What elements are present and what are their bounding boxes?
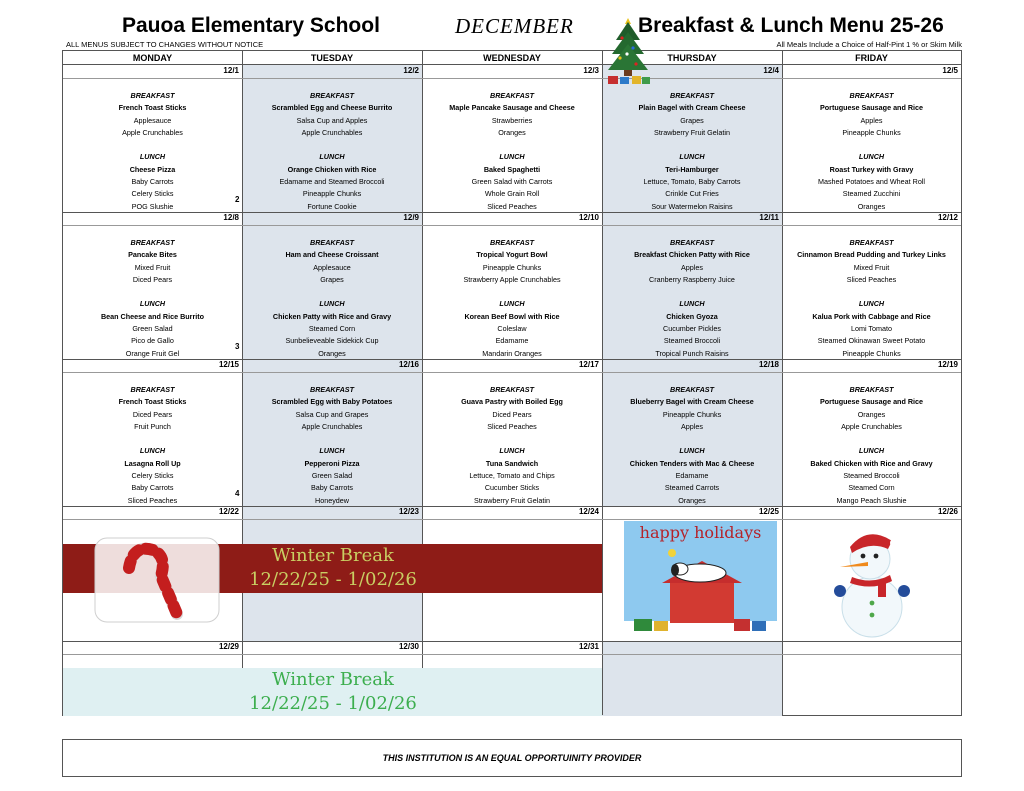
menu-cell (602, 384, 782, 507)
menu-cell (602, 237, 782, 360)
happy-holidays-text: happy holidays (639, 523, 762, 542)
breakfast-entree: Pancake Bites (128, 250, 177, 260)
date-row-divider (63, 225, 961, 226)
winter-break-text (183, 544, 483, 592)
day-header: TUESDAY (242, 51, 422, 65)
winter-break-text-2 (183, 668, 483, 716)
breakfast-side: Oranges (498, 127, 526, 137)
milk-note: All Meals Include a Choice of Half-Pint 1 % or Skim Milk (776, 40, 962, 49)
breakfast-label: BREAKFAST (849, 91, 894, 100)
breakfast-entree: Ham and Cheese Croissant (285, 250, 379, 260)
lunch-side: Whole Grain Roll (484, 189, 540, 199)
breakfast-side: Strawberries (491, 115, 533, 125)
breakfast-side: Sliced Peaches (846, 274, 897, 284)
date-label: 12/12 (937, 213, 958, 222)
breakfast-label: BREAKFAST (310, 238, 354, 247)
date-label: 12/23 (398, 507, 419, 516)
breakfast-entree: Guava Pastry with Boiled Egg (461, 397, 563, 407)
spacer (422, 139, 602, 151)
lunch-entree: Chicken Tenders with Mac & Cheese (629, 458, 755, 468)
lunch-side: Lomi Tomato (850, 324, 892, 334)
lunch-entree: Pepperoni Pizza (304, 458, 360, 468)
date-label: 12/9 (403, 213, 419, 222)
lunch-side: Baby Carrots (131, 483, 174, 493)
lunch-side: POG Slushie (131, 201, 174, 211)
breakfast-entree: Portuguese Sausage and Rice (819, 103, 924, 113)
breakfast-side: Pineapple Chunks (482, 262, 542, 272)
lunch-entree: Lasagna Roll Up (124, 458, 181, 468)
breakfast-side: Salsa Cup and Apples (296, 115, 368, 125)
date-row-divider (63, 654, 961, 655)
menu-cell (63, 237, 242, 360)
date-row-divider (63, 519, 961, 520)
lunch-side: Lettuce, Tomato, Baby Carrots (643, 177, 741, 187)
week-number: 3 (235, 342, 240, 351)
breakfast-side: Apples (860, 115, 883, 125)
date-label: 12/19 (937, 360, 958, 369)
breakfast-side: Oranges (857, 409, 886, 419)
candy-cane-icon (93, 536, 223, 626)
lunch-entree: Tuna Sandwich (485, 458, 539, 468)
breakfast-side: Diced Pears (132, 409, 173, 419)
lunch-side: Oranges (678, 495, 706, 505)
breakfast-entree: Tropical Yogurt Bowl (476, 250, 548, 260)
breakfast-label: BREAKFAST (310, 385, 354, 394)
spacer (242, 433, 422, 445)
lunch-entree: Korean Beef Bowl with Rice (464, 311, 560, 321)
breakfast-side: Salsa Cup and Grapes (295, 409, 369, 419)
breakfast-entree: Blueberry Bagel with Cream Cheese (630, 397, 754, 407)
breakfast-label: BREAKFAST (490, 91, 534, 100)
week-number: 2 (235, 195, 240, 204)
menu-calendar (62, 50, 962, 716)
school-name: Pauoa Elementary School (122, 14, 380, 37)
date-label: 12/29 (218, 642, 239, 651)
breakfast-side: Diced Pears (492, 409, 532, 419)
lunch-label: LUNCH (679, 446, 705, 456)
lunch-side: Fortune Cookie (307, 201, 357, 211)
lunch-label: LUNCH (319, 299, 345, 309)
breakfast-label: BREAKFAST (130, 238, 175, 247)
breakfast-side: Strawberry Fruit Gelatin (654, 127, 730, 137)
lunch-entree: Baked Chicken with Rice and Gravy (810, 458, 933, 468)
date-label: 12/4 (763, 66, 779, 75)
menu-cell (782, 237, 961, 360)
winter-break-title: Winter Break (272, 545, 394, 566)
lunch-label: LUNCH (679, 152, 705, 162)
lunch-side: Pineapple Chunks (842, 348, 901, 358)
lunch-side: Tropical Punch Raisins (655, 348, 729, 358)
equal-opportunity-footer: THIS INSTITUTION IS AN EQUAL OPPORTUINITY PROVIDER (62, 739, 962, 777)
lunch-side: Mango Peach Slushie (836, 495, 907, 505)
lunch-side: Crinkle Cut Fries (665, 189, 719, 199)
date-row-divider (63, 78, 961, 79)
winter-break-range: 12/22/25 - 1/02/26 (249, 569, 417, 590)
breakfast-side: Grapes (680, 115, 704, 125)
week-number: 4 (235, 489, 240, 498)
spacer (782, 433, 961, 445)
snowman-icon (820, 525, 920, 640)
lunch-side: Orange Fruit Gel (125, 348, 180, 358)
spacer (602, 433, 782, 445)
lunch-label: LUNCH (858, 152, 885, 162)
lunch-label: LUNCH (139, 299, 166, 309)
day-header: FRIDAY (782, 51, 961, 65)
breakfast-side: Apples (681, 421, 703, 431)
breakfast-entree: French Toast Sticks (118, 397, 187, 407)
lunch-side: Pico de Gallo (131, 336, 174, 346)
lunch-side: Pineapple Chunks (302, 189, 362, 199)
breakfast-side: Mixed Fruit (134, 262, 171, 272)
menu-cell (242, 384, 422, 507)
spacer (602, 286, 782, 298)
lunch-side: Edamame (675, 471, 709, 481)
lunch-side: Cucumber Sticks (484, 483, 540, 493)
lunch-entree: Teri-Hamburger (665, 164, 719, 174)
date-label: 12/5 (942, 66, 958, 75)
date-label: 12/1 (223, 66, 239, 75)
day-header: WEDNESDAY (422, 51, 602, 65)
lunch-side: Steamed Broccoli (663, 336, 721, 346)
lunch-side: Steamed Corn (848, 483, 895, 493)
shaded-cell (602, 641, 782, 716)
lunch-entree: Bean Cheese and Rice Burrito (100, 311, 205, 321)
spacer (422, 286, 602, 298)
breakfast-side: Apple Crunchables (301, 127, 363, 137)
breakfast-label: BREAKFAST (130, 91, 175, 100)
lunch-side: Sunbelieveable Sidekick Cup (285, 336, 379, 346)
lunch-side: Baby Carrots (131, 177, 174, 187)
date-label: 12/10 (578, 213, 599, 222)
breakfast-label: BREAKFAST (670, 238, 714, 247)
date-label: 12/15 (218, 360, 239, 369)
breakfast-side: Apples (681, 262, 703, 272)
spacer (63, 433, 242, 445)
date-label: 12/30 (398, 642, 419, 651)
spacer (63, 139, 242, 151)
lunch-label: LUNCH (499, 446, 525, 456)
breakfast-entree: Portuguese Sausage and Rice (819, 397, 924, 407)
lunch-side: Baby Carrots (311, 483, 353, 493)
lunch-side: Cucumber Pickles (663, 324, 721, 334)
date-label: 12/3 (583, 66, 599, 75)
breakfast-side: Sliced Peaches (487, 421, 537, 431)
breakfast-entree: Scrambled Egg and Cheese Burrito (271, 103, 393, 113)
date-label: 12/24 (578, 507, 599, 516)
lunch-entree: Roast Turkey with Gravy (829, 164, 914, 174)
lunch-side: Green Salad with Carrots (471, 177, 553, 187)
menu-title: Breakfast & Lunch Menu 25-26 (638, 14, 944, 37)
menu-cell (242, 90, 422, 213)
breakfast-side: Pineapple Chunks (662, 409, 722, 419)
spacer (602, 139, 782, 151)
breakfast-label: BREAKFAST (849, 238, 894, 247)
breakfast-entree: Scrambled Egg with Baby Potatoes (271, 397, 393, 407)
winter-break-range: 12/22/25 - 1/02/26 (249, 693, 417, 714)
breakfast-entree: Breakfast Chicken Patty with Rice (634, 250, 750, 260)
lunch-entree: Baked Spaghetti (483, 164, 541, 174)
lunch-side: Celery Sticks (131, 189, 174, 199)
date-label: 12/18 (758, 360, 779, 369)
breakfast-side: Mixed Fruit (853, 262, 890, 272)
menu-cell (422, 237, 602, 360)
lunch-side: Edamame (495, 336, 529, 346)
menu-cell (63, 90, 242, 213)
month-title: DECEMBER (455, 14, 574, 38)
lunch-label: LUNCH (499, 152, 525, 162)
lunch-side: Oranges (318, 348, 346, 358)
breakfast-label: BREAKFAST (310, 91, 354, 100)
breakfast-side: Pineapple Chunks (842, 127, 901, 137)
lunch-side: Strawberry Fruit Gelatin (474, 495, 550, 505)
breakfast-side: Cranberry Raspberry Juice (649, 274, 735, 284)
breakfast-label: BREAKFAST (670, 91, 714, 100)
lunch-entree: Orange Chicken with Rice (287, 164, 377, 174)
lunch-side: Lettuce, Tomato and Chips (469, 471, 555, 481)
lunch-side: Coleslaw (497, 324, 527, 334)
date-label: 12/26 (937, 507, 958, 516)
spacer (782, 286, 961, 298)
breakfast-side: Applesauce (133, 115, 172, 125)
lunch-side: Edamame and Steamed Broccoli (279, 177, 385, 187)
lunch-side: Green Salad (132, 324, 173, 334)
breakfast-side: Apple Crunchables (301, 421, 363, 431)
breakfast-entree: French Toast Sticks (118, 103, 187, 113)
breakfast-side: Grapes (320, 274, 344, 284)
lunch-side: Steamed Zucchini (842, 189, 901, 199)
menu-cell (782, 90, 961, 213)
lunch-side: Mashed Potatoes and Wheat Roll (817, 177, 926, 187)
lunch-label: LUNCH (139, 152, 166, 162)
breakfast-side: Apple Crunchables (122, 127, 183, 137)
menu-cell (602, 90, 782, 213)
menu-cell (422, 384, 602, 507)
menu-cell (422, 90, 602, 213)
lunch-label: LUNCH (858, 446, 885, 456)
christmas-tree-icon (602, 14, 654, 86)
lunch-side: Celery Sticks (131, 471, 174, 481)
lunch-side: Steamed Carrots (664, 483, 720, 493)
lunch-entree: Cheese Pizza (129, 164, 176, 174)
lunch-label: LUNCH (499, 299, 525, 309)
breakfast-entree: Maple Pancake Sausage and Cheese (449, 103, 575, 113)
date-label: 12/25 (758, 507, 779, 516)
breakfast-side: Strawberry Apple Crunchables (463, 274, 561, 284)
breakfast-side: Fruit Punch (134, 421, 171, 431)
changes-note: ALL MENUS SUBJECT TO CHANGES WITHOUT NOTICE (66, 40, 264, 49)
lunch-side: Steamed Okinawan Sweet Potato (817, 336, 926, 346)
lunch-label: LUNCH (139, 446, 166, 456)
winter-break-title: Winter Break (272, 669, 394, 690)
date-label: 12/22 (218, 507, 239, 516)
spacer (242, 139, 422, 151)
spacer (422, 433, 602, 445)
breakfast-label: BREAKFAST (490, 238, 534, 247)
spacer (782, 139, 961, 151)
lunch-label: LUNCH (858, 299, 885, 309)
lunch-side: Sliced Peaches (487, 201, 537, 211)
lunch-side: Steamed Broccoli (843, 471, 900, 481)
date-label: 12/8 (223, 213, 239, 222)
lunch-entree: Chicken Gyoza (666, 311, 718, 321)
menu-cell (63, 384, 242, 507)
breakfast-side: Diced Pears (132, 274, 173, 284)
lunch-side: Sour Watermelon Raisins (651, 201, 733, 211)
breakfast-side: Apple Crunchables (841, 421, 902, 431)
lunch-side: Honeydew (315, 495, 349, 505)
menu-cell (242, 237, 422, 360)
date-label: 12/11 (759, 213, 779, 222)
breakfast-label: BREAKFAST (130, 385, 175, 394)
happy-holidays-picture (624, 521, 777, 641)
date-label: 12/16 (398, 360, 419, 369)
date-label: 12/17 (578, 360, 599, 369)
breakfast-label: BREAKFAST (670, 385, 714, 394)
menu-cell (782, 384, 961, 507)
lunch-side: Sliced Peaches (127, 495, 178, 505)
lunch-side: Steamed Corn (308, 324, 356, 334)
date-label: 12/31 (578, 642, 599, 651)
lunch-side: Green Salad (311, 471, 353, 481)
spacer (242, 286, 422, 298)
lunch-side: Mandarin Oranges (482, 348, 542, 358)
spacer (63, 286, 242, 298)
breakfast-entree: Plain Bagel with Cream Cheese (638, 103, 746, 113)
lunch-label: LUNCH (319, 446, 345, 456)
date-label: 12/2 (403, 66, 419, 75)
snoopy-doghouse-icon (624, 521, 777, 641)
lunch-label: LUNCH (319, 152, 345, 162)
breakfast-label: BREAKFAST (490, 385, 534, 394)
lunch-side: Oranges (857, 201, 886, 211)
breakfast-label: BREAKFAST (849, 385, 894, 394)
breakfast-entree: Cinnamon Bread Pudding and Turkey Links (797, 250, 946, 260)
lunch-entree: Chicken Patty with Rice and Gravy (272, 311, 392, 321)
day-header: MONDAY (63, 51, 242, 65)
lunch-label: LUNCH (679, 299, 705, 309)
lunch-entree: Kalua Pork with Cabbage and Rice (812, 311, 931, 321)
date-row-divider (63, 372, 961, 373)
breakfast-side: Applesauce (313, 262, 351, 272)
day-header: THURSDAY (602, 51, 782, 65)
